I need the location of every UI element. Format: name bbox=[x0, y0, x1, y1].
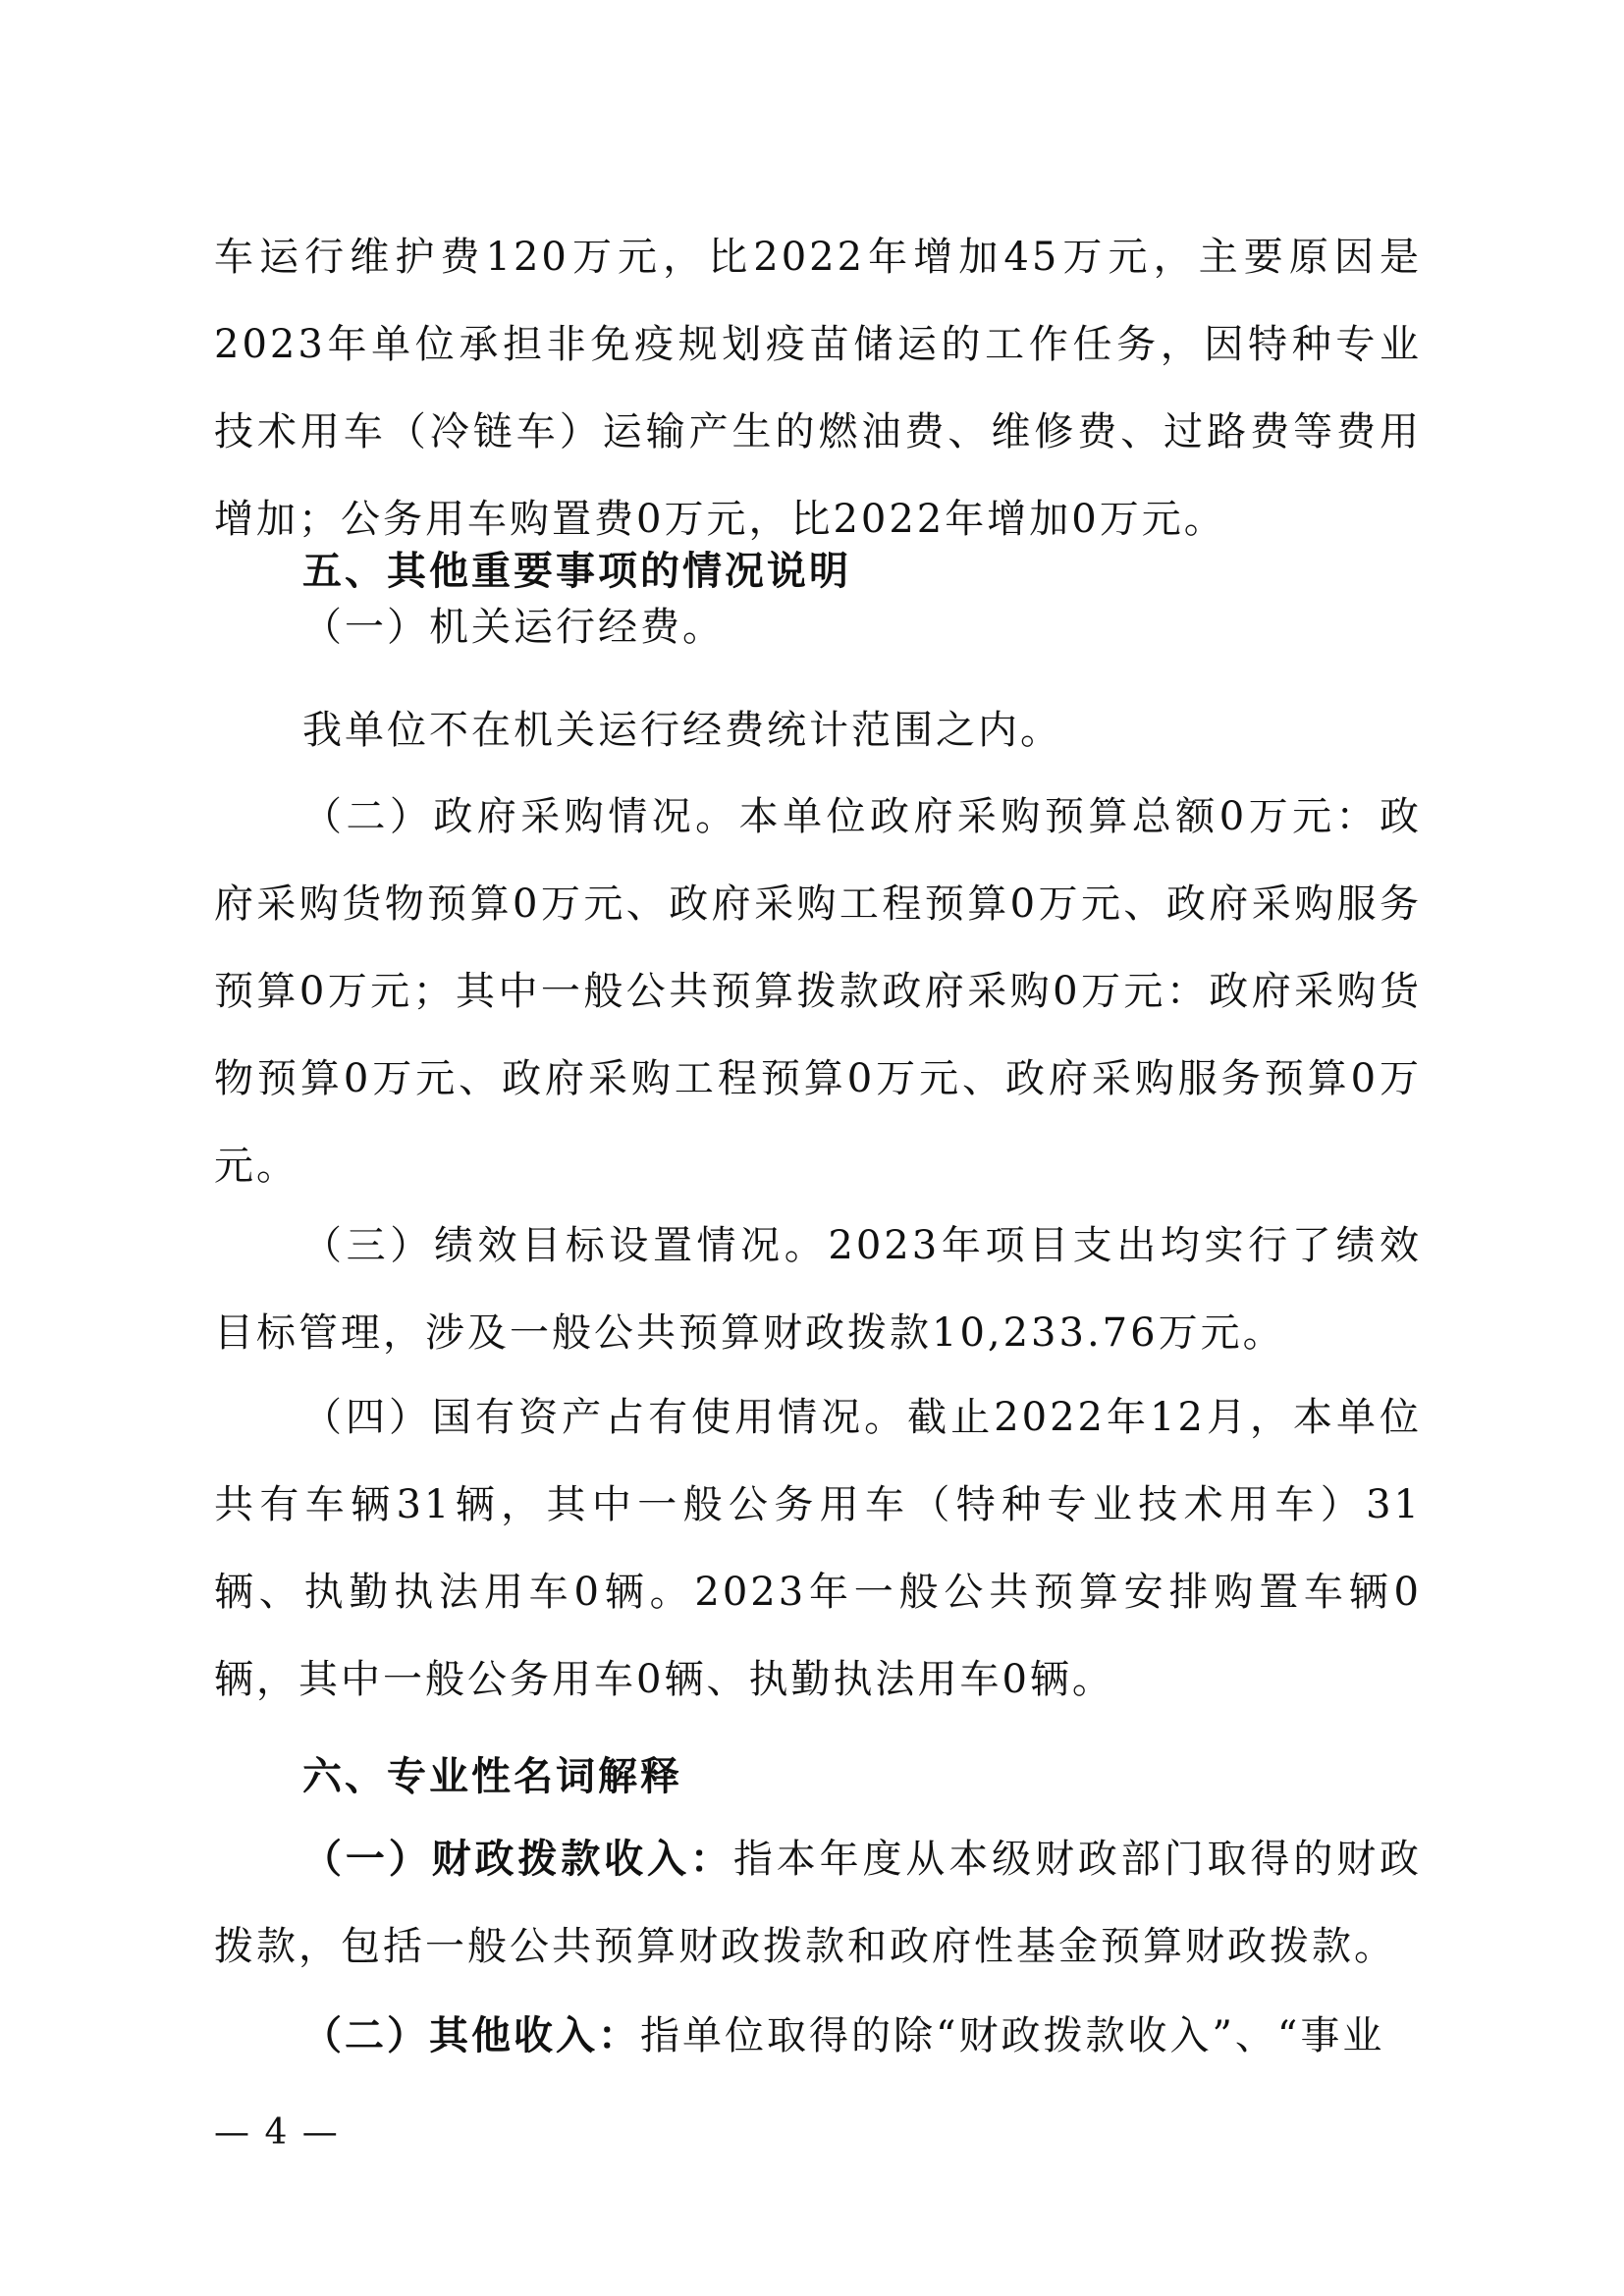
term-label-other-income: （二）其他收入： bbox=[302, 2013, 640, 2058]
section-heading-other-matters: 五、其他重要事项的情况说明 bbox=[302, 549, 851, 594]
paragraph-operating-funds-body: 我单位不在机关运行经费统计范围之内。 bbox=[302, 708, 1062, 753]
term-definition-fiscal-appropriation: 指本年度从本级财政部门取得的财政拨款，包括一般公共预算财政拨款和政府性基金预算财政拨款。 bbox=[214, 1837, 1423, 1969]
paragraph-state-assets: （四）国有资产占有使用情况。截止2022年12月，本单位共有车辆31辆，其中一般公务用车（特种专业技术用车）31辆、执勤执法用车0辆。2023年一般公共预算安排购置车辆0辆，其中一般公务用车0辆、执勤执法用车0辆。 bbox=[214, 1395, 1422, 1702]
paragraph-government-procurement: （二）政府采购情况。本单位政府采购预算总额0万元：政府采购货物预算0万元、政府采购工程预算0万元、政府采购服务预算0万元；其中一般公共预算拨款政府采购0万元：政府采购货物预算0万元、政府采购工程预算0万元、政府采购服务预算0万元。 bbox=[214, 794, 1422, 1189]
paragraph-vehicle-costs: 车运行维护费120万元，比2022年增加45万元，主要原因是2023年单位承担非免疫规划疫苗储运的工作任务，因特种专业技术用车（冷链车）运输产生的燃油费、维修费、过路费等费用增加；公务用车购置费0万元，比2022年增加0万元。 bbox=[214, 235, 1422, 542]
term-definition-other-income: 指单位取得的除“财政拨款收入”、“事业 bbox=[640, 2013, 1385, 2058]
page-number: — 4 — bbox=[214, 2112, 340, 2153]
paragraph-term-other-income bbox=[214, 1993, 1422, 2080]
section-heading-terms: 六、专业性名词解释 bbox=[302, 1754, 682, 1799]
paragraph-performance-targets: （三）绩效目标设置情况。2023年项目支出均实行了绩效目标管理，涉及一般公共预算财政拨款10,233.76万元。 bbox=[214, 1223, 1422, 1356]
term-label-fiscal-appropriation: （一）财政拨款收入： bbox=[302, 1837, 733, 1882]
paragraph-term-fiscal-appropriation bbox=[214, 1816, 1422, 1991]
paragraph-operating-funds-title: （一）机关运行经费。 bbox=[302, 605, 725, 650]
